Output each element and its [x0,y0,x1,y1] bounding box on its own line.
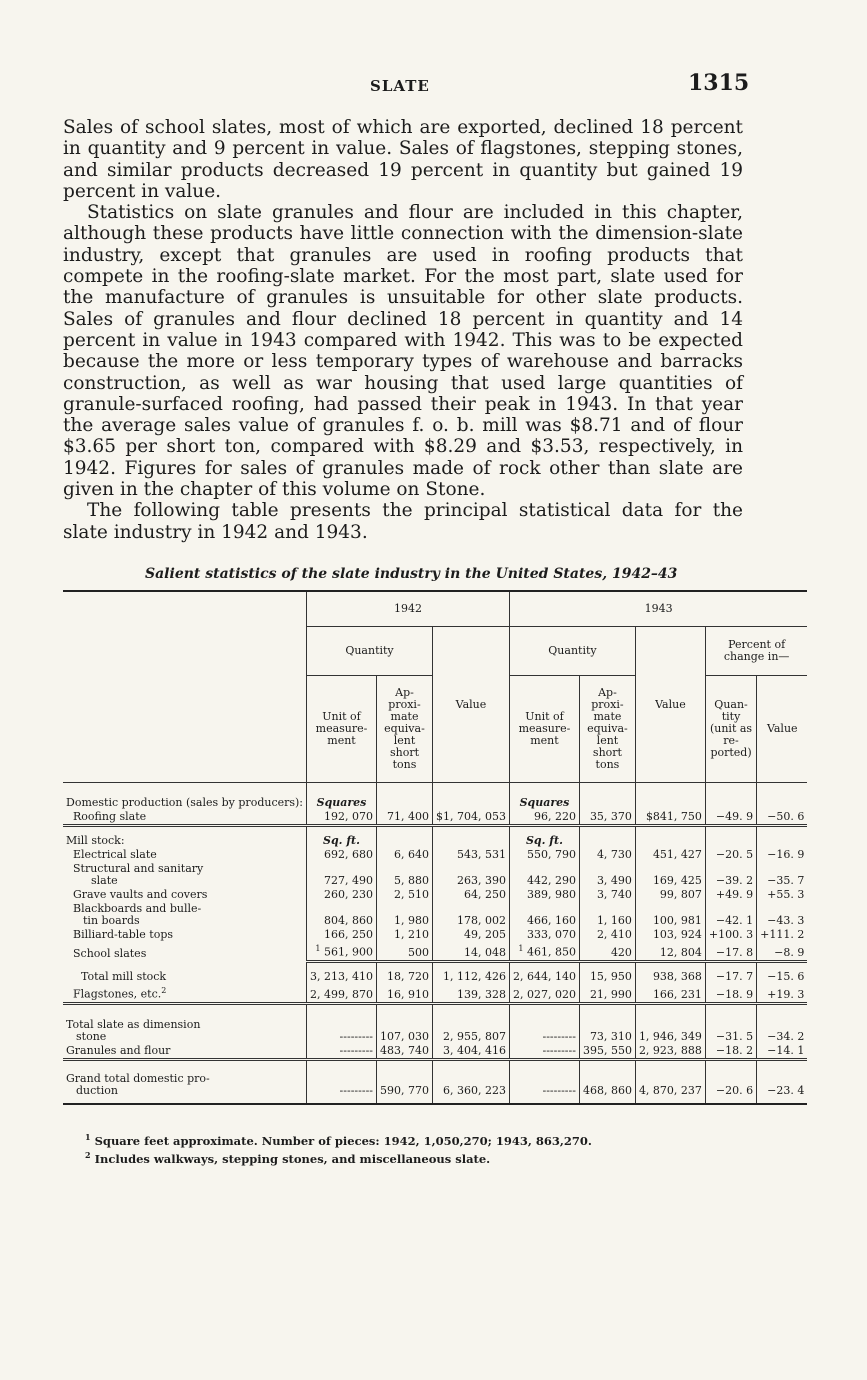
table-row: Roofing slate 192, 070 71, 400 $1, 704, 053 96, 220 35, 370 $841, 750 −49. 9 −50. 6 [63,810,807,826]
table-caption: Salient statistics of the slate industry in the United States, 1942–43 [145,566,678,582]
quantity-1943-header: Quantity [509,627,635,676]
paragraph: Sales of school slates, most of which are exported, declined 18 percent in quantity and 9 percent in value. Sales of flagstones, stepping stones, and similar products decreased 19 percent in quantity but gained 19 percent in value. [63,117,743,202]
table-row: Total slate as dimension stone --------- 107, 030 2, 955, 807 --------- 73, 310 1, 946, 349 −31. 5 −34. 2 [63,1003,807,1044]
unit-1943-header: Unit of measure-ment [509,676,579,783]
unit-1942-header: Unit of measure-ment [307,676,377,783]
table-row: Granules and flour --------- 483, 740 3, 404, 416 --------- 395, 550 2, 923, 888 −18. 2 −14. 1 [63,1044,807,1060]
paragraph: Statistics on slate granules and flour are included in this chapter, although these products have little connection with the dimension-slate industry, except that granules are used in roofing products that compete in the roofing-slate market. For the most part, slate used for the manufacture of granules is unsuitable for other slate products. Sales of granules and flour declined 18 percent in quantity and 14 percent in value in 1943 compared with 1942. This was to be expected because the more or less temporary types of warehouse and barracks construction, as well as war housing that used large quantities of granule-surfaced roofing, had passed their peak in 1943. In that year the average sales value of granules f. o. b. mill was $8.71 and of flour $3.65 per short ton, compared with $8.29 and $3.53, respectively, in 1942. Figures for sales of granules made of rock other than slate are given in the chapter of this volume on Stone. [63,202,743,501]
unit-label: Sq. ft. [307,826,377,849]
section-label: Domestic production (sales by producers): [63,783,307,811]
table-row: School slates $^1$ 561, 900 500 14, 048 $^1$ 461, 850 420 12, 804 −17. 8 −8. 9 [63,942,807,961]
value-1943-header: Value [635,627,705,783]
unit-label: Squares [307,783,377,811]
running-header-title: SLATE [370,77,430,95]
table-row: Electrical slate 692, 680 6, 640 543, 531 550, 790 4, 730 451, 427 −20. 5 −16. 9 [63,848,807,862]
table-row: Total mill stock 3, 213, 410 18, 720 1, 112, 426 2, 644, 140 15, 950 938, 368 −17. 7 −15. 6 [63,961,807,984]
table-row: Flagstones, etc.$^2$ 2, 499, 870 16, 910 139, 328 2, 027, 020 21, 990 166, 231 −18. 9 +19. 3 [63,984,807,1003]
table-row: Blackboards and bulle- tin boards 804, 860 1, 980 178, 002 466, 160 1, 160 100, 981 −42. 1 −43. 3 [63,902,807,928]
footnotes [85,1130,765,1166]
year-1943-header: 1943 [509,591,807,627]
table-row: Grave vaults and covers 260, 230 2, 510 64, 250 389, 980 3, 740 99, 807 +49. 9 +55. 3 [63,888,807,902]
table-row: Structural and sanitary slate 727, 490 5, 880 263, 390 442, 290 3, 490 169, 425 −39. 2 −35. 7 [63,862,807,888]
pct-value-header: Value [757,676,808,783]
section-label: Mill stock: [63,826,307,849]
unit-label: Squares [509,783,579,811]
table-row: Grand total domestic pro- duction --------- 590, 770 6, 360, 223 --------- 468, 860 4, 870, 237 −20. 6 −23. 4 [63,1059,807,1104]
footnote: $^2$ Includes walkways, stepping stones, and miscellaneous slate. [85,1149,491,1166]
stub-header [63,591,307,783]
value-1942-header: Value [432,627,509,783]
pct-quantity-header: Quan-tity (unit as re-ported) [705,676,756,783]
paragraph: The following table presents the principal statistical data for the slate industry in 1942 and 1943. [63,500,743,543]
footnote: $^1$ Square feet approximate. Number of pieces: 1942, 1,050,270; 1943, 863,270. [85,1132,592,1148]
page-number: 1315 [688,70,750,96]
tons-1943-header: Ap-proxi-mate equiva-lent short tons [579,676,635,783]
table-row: Billiard-table tops 166, 250 1, 210 49, 205 333, 070 2, 410 103, 924 +100. 3 +111. 2 [63,928,807,942]
quantity-1942-header: Quantity [307,627,433,676]
year-1942-header: 1942 [307,591,510,627]
percent-change-header: Percent of change in— [705,627,807,676]
body-text [63,117,743,543]
salient-statistics-table [63,590,807,1105]
unit-label: Sq. ft. [509,826,579,849]
tons-1942-header: Ap-proxi-mate equiva-lent short tons [377,676,433,783]
